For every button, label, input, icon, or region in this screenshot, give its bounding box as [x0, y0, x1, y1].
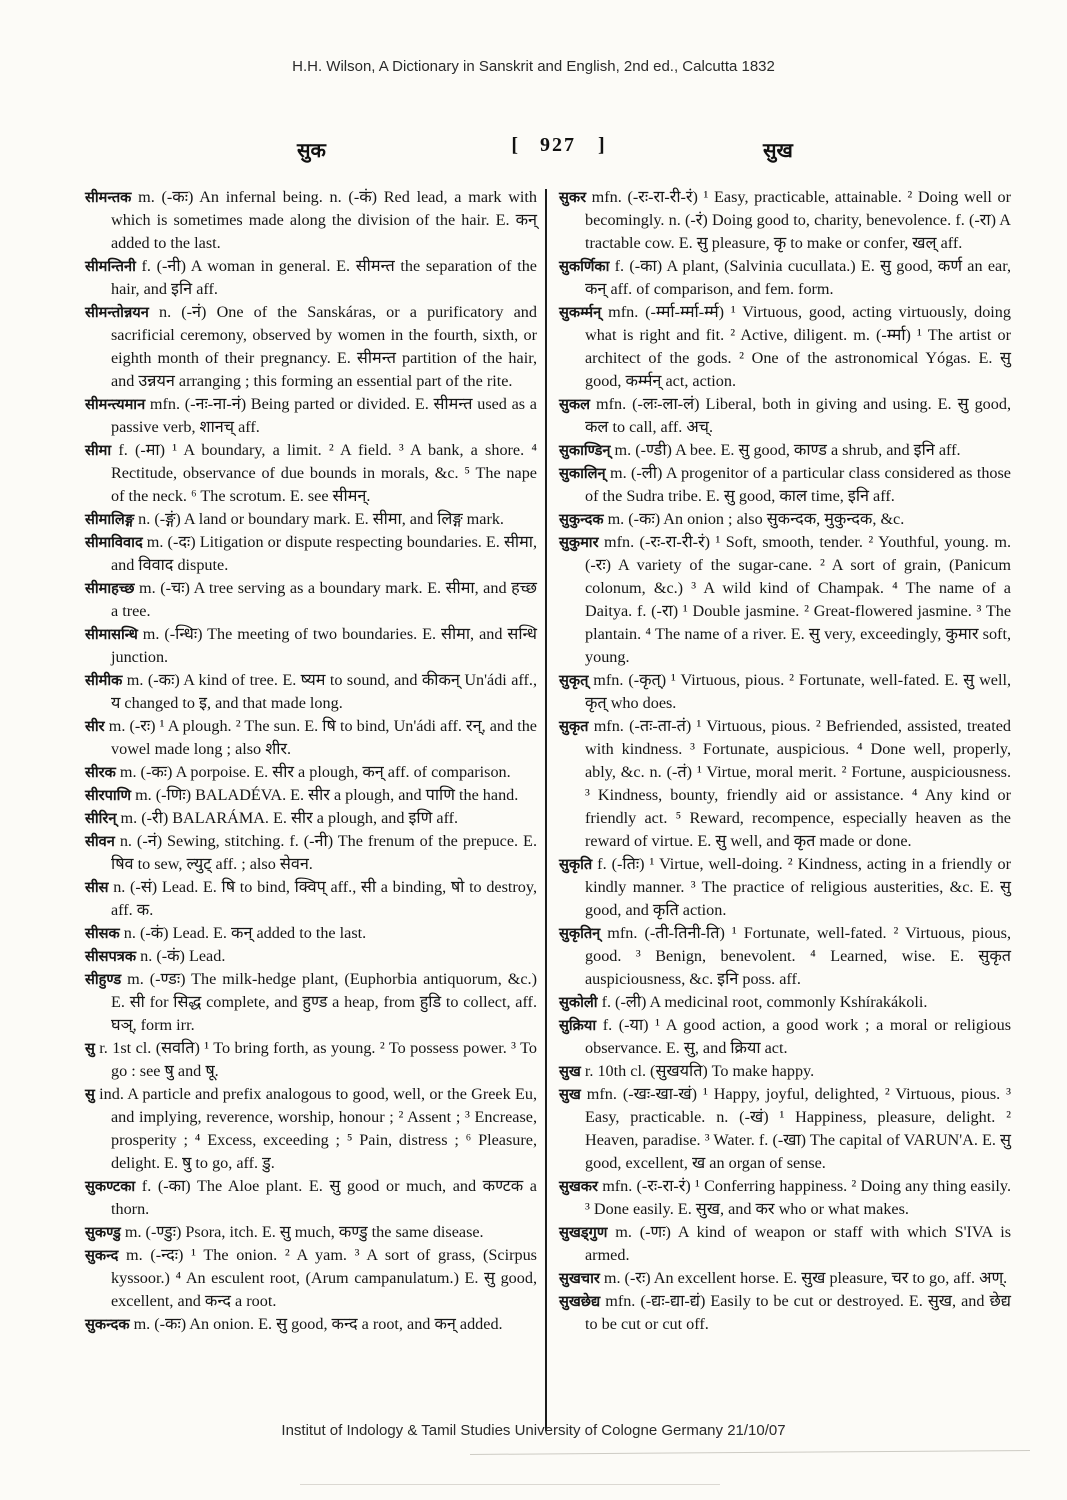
- entry-body: mfn. (-द्यः-द्या-द्यं) Easily to be cut or destroyed. E. सुख, and छेद्य to be cut or cut off.: [585, 1292, 1011, 1333]
- entry-body: n. (-नं) One of the Sanskáras, or a purificatory and sacrificial ceremony, observed by women in the fourth, sixth, or eighth month of their pregnancy. E. सीमन्त partition of the hair, and उन्नयन arranging ; this forming an essential part of the rite.: [111, 303, 537, 390]
- entry-body: m. (-कः) An onion ; also सुकन्दक, मुकुन्दक, &c.: [603, 510, 905, 528]
- dictionary-entry: [85, 439, 537, 508]
- entry-headword: सीसक: [85, 925, 120, 942]
- dictionary-entry: [559, 715, 1011, 853]
- entry-headword: सुक्रिया: [559, 1017, 597, 1034]
- scan-footer-credit: Institut of Indology & Tamil Studies University of Cologne Germany 21/10/07: [281, 1422, 786, 1439]
- entry-headword: सुकण्टका: [85, 1178, 136, 1195]
- dictionary-entry: [85, 508, 537, 531]
- running-head-right-word: सुख: [763, 138, 793, 162]
- page-number: [498, 134, 618, 157]
- dictionary-entry: [559, 186, 1011, 255]
- entry-body: m. (-कः) A kind of tree. E. ष्यम to sound, and कीकन् Un'ádi aff., य changed to इ, and that made long.: [111, 671, 537, 712]
- entry-headword: सीहुण्ड: [85, 971, 122, 988]
- entry-headword: सीर: [85, 718, 105, 735]
- dictionary-entry: [559, 255, 1011, 301]
- entry-headword: सुकृति: [559, 856, 593, 873]
- entry-body: mfn. (-कृत्) ¹ Virtuous, pious. ² Fortunate, well-fated. E. सु well, कृत् who does.: [585, 671, 1011, 712]
- dictionary-entry: [85, 922, 537, 945]
- entry-body: f. (-का) The Aloe plant. E. सु good or much, and कण्टक a thorn.: [111, 1177, 537, 1218]
- dictionary-entry: [559, 1290, 1011, 1336]
- dictionary-entry: [559, 508, 1011, 531]
- dictionary-entry: [85, 784, 537, 807]
- scan-artifact-line: [470, 1450, 1030, 1455]
- dictionary-entry: [85, 393, 537, 439]
- entry-body: n. (-कं) Lead. E. कन् added to the last.: [119, 924, 367, 942]
- entry-body: n. (-सं) Lead. E. षि to bind, क्विप् aff., सी a binding, षो to destroy, aff. क.: [108, 878, 537, 919]
- entry-body: f. (-या) ¹ A good action, a good work ; a moral or religious observance. E. सु, and क्रिया act.: [585, 1016, 1011, 1057]
- entry-body: r. 1st cl. (सवति) ¹ To bring forth, as young. ² To possess power. ³ To go : see षु and षू.: [94, 1039, 537, 1080]
- dictionary-entry: [85, 301, 537, 393]
- entry-headword: सुखचार: [559, 1270, 600, 1287]
- running-head-left-word: सुक: [297, 138, 326, 162]
- dictionary-entry: [85, 945, 537, 968]
- dictionary-entry: [85, 1083, 537, 1175]
- dictionary-entry: [85, 1037, 537, 1083]
- entry-headword: सीमासन्धि: [85, 626, 138, 643]
- entry-body: m. (-रः) An excellent horse. E. सुख pleasure, चर to go, aff. अण्.: [599, 1269, 1008, 1287]
- scan-artifact-line: [300, 1484, 720, 1485]
- entry-body: f. (-का) A plant, (Salvinia cucullata.) E. सु good, कर्ण an ear, कन् aff. of comparison, and fem. form.: [585, 257, 1011, 298]
- entry-body: m. (-चः) A tree serving as a boundary mark. E. सीमा, and हच्छ a tree.: [111, 579, 537, 620]
- dictionary-entry: [559, 301, 1011, 393]
- entry-headword: सीमन्तोन्नयन: [85, 304, 149, 321]
- dictionary-entry: [559, 1267, 1011, 1290]
- entry-body: m. (-कः) An onion. E. सु good, कन्द a root, and कन् added.: [129, 1315, 503, 1333]
- entry-headword: सीरपाणि: [85, 787, 132, 804]
- dictionary-entry: [85, 761, 537, 784]
- entry-headword: सुकाण्डिन्: [559, 442, 611, 459]
- entry-body: mfn. (-खः-खा-खं) ¹ Happy, joyful, delighted, ² Virtuous, pious. ³ Easy, practicable. n. (-खं) ¹ Happiness, pleasure, delight. ² Heaven, paradise. ³ Water. f. (-खा) The capital of VARUN'A. E. सु good, excellent, ख an organ of sense.: [580, 1085, 1011, 1172]
- entry-headword: सीमाहच्छ: [85, 580, 135, 597]
- entry-body: m. (-कः) An infernal being. n. (-कं) Red lead, a mark with which is sometimes made along the division of the hair. E. कन् added to the last.: [111, 188, 537, 252]
- entry-body: mfn. (-लः-ला-लं) Liberal, both in giving and using. E. सु good, कल to call, aff. अच्.: [585, 395, 1011, 436]
- entry-body: f. (-मा) ¹ A boundary, a limit. ² A field. ³ A bank, a shore. ⁴ Rectitude, observance of due bounds in morals, &c. ⁵ The nape of the neck. ⁶ The scrotum. E. see सीमन्.: [111, 441, 537, 505]
- entry-headword: सुखड्गुण: [559, 1224, 608, 1241]
- dictionary-entry: [85, 1313, 537, 1336]
- entry-headword: सीमाविवाद: [85, 534, 143, 551]
- dictionary-entry: [85, 1221, 537, 1244]
- dictionary-entry: [559, 1221, 1011, 1267]
- scan-source-line: H.H. Wilson, A Dictionary in Sanskrit and English, 2nd ed., Calcutta 1832: [292, 58, 775, 75]
- entry-body: f. (-नी) A woman in general. E. सीमन्त the separation of the hair, and इनि aff.: [111, 257, 537, 298]
- entry-headword: सीमन्तक: [85, 189, 132, 206]
- dictionary-entry: [85, 1175, 537, 1221]
- entry-body: m. (-ण्डुः) Psora, itch. E. सु much, कण्डु the same disease.: [120, 1223, 484, 1241]
- entry-headword: सीमा: [85, 442, 112, 459]
- entry-body: r. 10th cl. (सुखयति) To make happy.: [580, 1062, 815, 1080]
- entry-body: mfn. (-तः-ता-तं) ¹ Virtuous, pious. ² Befriended, assisted, treated with kindness. ³ Fortunate, auspicious. ⁴ Done well, properly, ably, &c. n. (-तं) ¹ Virtue, moral merit. ² Fortune, auspiciousness. ³ Kindness, bounty, friendly aid or assistance. ⁴ Any kind or friendly act. ⁵ Reward, recompence, especially heaven as the reward of virtue. E. सु well, and कृत made or done.: [585, 717, 1011, 850]
- entry-headword: सीमालिङ्ग: [85, 511, 135, 528]
- entry-headword: सीरिन्: [85, 810, 117, 827]
- dictionary-entry: [85, 255, 537, 301]
- entry-headword: सुकर्म्मन्: [559, 304, 602, 321]
- dictionary-entry: [559, 393, 1011, 439]
- entry-headword: सुखकर: [559, 1178, 598, 1195]
- entry-body: m. (-णः) A kind of weapon or staff with which S'IVA is armed.: [585, 1223, 1011, 1264]
- dictionary-entry: [85, 623, 537, 669]
- dictionary-entry: [559, 922, 1011, 991]
- entry-body: n. (-ङ्गं) A land or boundary mark. E. सीमा, and लिङ्ग mark.: [134, 510, 504, 528]
- entry-headword: सीवन: [85, 833, 115, 850]
- entry-headword: सुकालिन्: [559, 465, 606, 482]
- running-head: [0, 134, 1067, 168]
- entry-body: m. (-री) BALARÁMA. E. सीर a plough, and इणि aff.: [116, 809, 459, 827]
- entry-body: mfn. (-रः-रा-रं) ¹ Conferring happiness. ² Doing any thing easily. ³ Done easily. E. सुख, and कर who or what makes.: [585, 1177, 1011, 1218]
- dictionary-entry: [85, 186, 537, 255]
- entry-headword: सुख: [559, 1086, 581, 1103]
- dictionary-entry: [559, 531, 1011, 669]
- dictionary-entry: [85, 669, 537, 715]
- dictionary-entry: [85, 715, 537, 761]
- entry-headword: सुख: [559, 1063, 581, 1080]
- entry-headword: सुकन्द: [85, 1247, 119, 1264]
- entry-headword: सुकृत्: [559, 672, 589, 689]
- entry-headword: सु: [85, 1040, 95, 1057]
- entry-headword: सुकृतिन्: [559, 925, 601, 942]
- entry-body: m. (-ण्डी) A bee. E. सु good, काण्ड a shrub, and इनि aff.: [610, 441, 961, 459]
- entry-headword: सीस: [85, 879, 109, 896]
- dictionary-entry: [559, 853, 1011, 922]
- entry-body: m. (-न्धिः) The meeting of two boundaries. E. सीमा, and सन्धि junction.: [111, 625, 537, 666]
- page-number-right-bracket: ]: [598, 134, 605, 156]
- dictionary-entry: [559, 1175, 1011, 1221]
- entry-headword: सुकोली: [559, 994, 598, 1011]
- entry-body: mfn. (-रः-रा-री-रं) ¹ Soft, smooth, tender. ² Youthful, young. m. (-रः) A variety of the sugar-cane. ² A sort of grain, (Panicum colonum, &c.) ³ A wild kind of Champak. ⁴ The name of a Daitya. f. (-रा) ¹ Double jasmine. ² Great-flowered jasmine. ³ The plantain. ⁴ The name of a river. E. सु very, exceedingly, कुमार soft, young.: [585, 533, 1011, 666]
- column-left: [85, 186, 537, 1336]
- dictionary-entry: [85, 968, 537, 1037]
- dictionary-entry: [559, 1083, 1011, 1175]
- entry-body: m. (-ली) A progenitor of a particular class considered as those of the Sudra tribe. E. सु good, काल time, इनि aff.: [585, 464, 1011, 505]
- entry-body: n. (-नं) Sewing, stitching. f. (-नी) The frenum of the prepuce. E. षिव to sew, ल्युट् aff. ; also सेवन.: [111, 832, 537, 873]
- dictionary-entry: [559, 462, 1011, 508]
- entry-body: f. (-ली) A medicinal root, commonly Kshírakákoli.: [597, 993, 928, 1011]
- dictionary-entry: [85, 807, 537, 830]
- dictionary-entry: [85, 531, 537, 577]
- entry-headword: सीमन्त्यमान: [85, 396, 146, 413]
- column-divider-rule: [545, 189, 547, 1431]
- entry-headword: सुकल: [559, 396, 590, 413]
- entry-body: ind. A particle and prefix analogous to good, well, or the Greek Eu, and implying, reverence, worship, honour ; ² Assent ; ³ Encrease, prosperity ; ⁴ Excess, exceeding ; ⁵ Pain, distress ; ⁶ Pleasure, delight. E. षु to go, aff. डु.: [94, 1085, 537, 1172]
- dictionary-entry: [85, 1244, 537, 1313]
- entry-body: m. (-रः) ¹ A plough. ² The sun. E. षि to bind, Un'ádi aff. रन्, and the vowel made long ; also शीर.: [104, 717, 537, 758]
- entry-body: mfn. (-ती-तिनी-ति) ¹ Fortunate, well-fated. ² Virtuous, pious, good. ³ Benign, benevolent. ⁴ Learned, wise. E. सुकृत auspiciousness, &c. इनि poss. aff.: [585, 924, 1011, 988]
- entry-body: m. (-कः) A porpoise. E. सीर a plough, कन् aff. of comparison.: [115, 763, 511, 781]
- dictionary-entry: [85, 876, 537, 922]
- column-right: [559, 186, 1011, 1336]
- dictionary-entry: [559, 669, 1011, 715]
- entry-body: mfn. (-नः-ना-नं) Being parted or divided. E. सीमन्त used as a passive verb, शानच् aff.: [111, 395, 537, 436]
- entry-headword: सीरक: [85, 764, 116, 781]
- entry-headword: सुकुन्दक: [559, 511, 604, 528]
- entry-headword: सुकन्दक: [85, 1316, 130, 1333]
- dictionary-entry: [85, 577, 537, 623]
- entry-body: m. (-न्दः) ¹ The onion. ² A yam. ³ A sort of grass, (Scirpus kyssoor.) ⁴ An esculent root, (Arum campanulatum.) E. सु good, excellent, and कन्द a root.: [111, 1246, 537, 1310]
- entry-headword: सुकृत: [559, 718, 589, 735]
- entry-headword: सीसपत्रक: [85, 948, 137, 965]
- entry-body: mfn. (-रः-रा-री-रं) ¹ Easy, practicable, attainable. ² Doing well or becomingly. n. (-रं) Doing good to, charity, benevolence. f. (-रा) A tractable cow. E. सु pleasure, कृ to make or confer, खल् aff.: [585, 188, 1011, 252]
- entry-body: f. (-तिः) ¹ Virtue, well-doing. ² Kindness, acting in a friendly or kindly manner. ³ The practice of religious austerities, &c. E. सु good, and कृति action.: [585, 855, 1011, 919]
- entry-headword: सुकर: [559, 189, 587, 206]
- page-number-left-bracket: [: [511, 134, 518, 156]
- entry-headword: सीमन्तिनी: [85, 258, 136, 275]
- entry-body: mfn. (-र्म्मा-र्म्मा-र्म्म) ¹ Virtuous, good, acting virtuously, doing what is right and fit. ² Active, diligent. m. (-र्म्मा) ¹ The artist or architect of the gods. ² One of the astronomical Yógas. E. सु good, कर्म्मन् act, action.: [585, 303, 1011, 390]
- entry-body: m. (-णिः) BALADÉVA. E. सीर a plough, and पाणि the hand.: [131, 786, 519, 804]
- dictionary-entry: [559, 439, 1011, 462]
- dictionary-entry: [85, 830, 537, 876]
- entry-headword: सुकर्णिका: [559, 258, 610, 275]
- entry-body: m. (-दः) Litigation or dispute respecting boundaries. E. सीमा, and विवाद dispute.: [111, 533, 537, 574]
- entry-headword: सुकुमार: [559, 534, 599, 551]
- entry-headword: सीमीक: [85, 672, 123, 689]
- dictionary-entry: [559, 991, 1011, 1014]
- entry-body: m. (-ण्डः) The milk-hedge plant, (Euphorbia antiquorum, &c.) E. सी for सिद्ध complete, and हुण्ड a heap, from हुडि to collect, aff. घञ्, form irr.: [111, 970, 537, 1034]
- dictionary-entry: [559, 1060, 1011, 1083]
- dictionary-entry: [559, 1014, 1011, 1060]
- entry-headword: सुकण्डु: [85, 1224, 121, 1241]
- entry-body: n. (-कं) Lead.: [136, 947, 226, 965]
- page-number-value: 927: [540, 134, 576, 156]
- entry-headword: सुखछेद्य: [559, 1293, 601, 1310]
- entry-headword: सु: [85, 1086, 95, 1103]
